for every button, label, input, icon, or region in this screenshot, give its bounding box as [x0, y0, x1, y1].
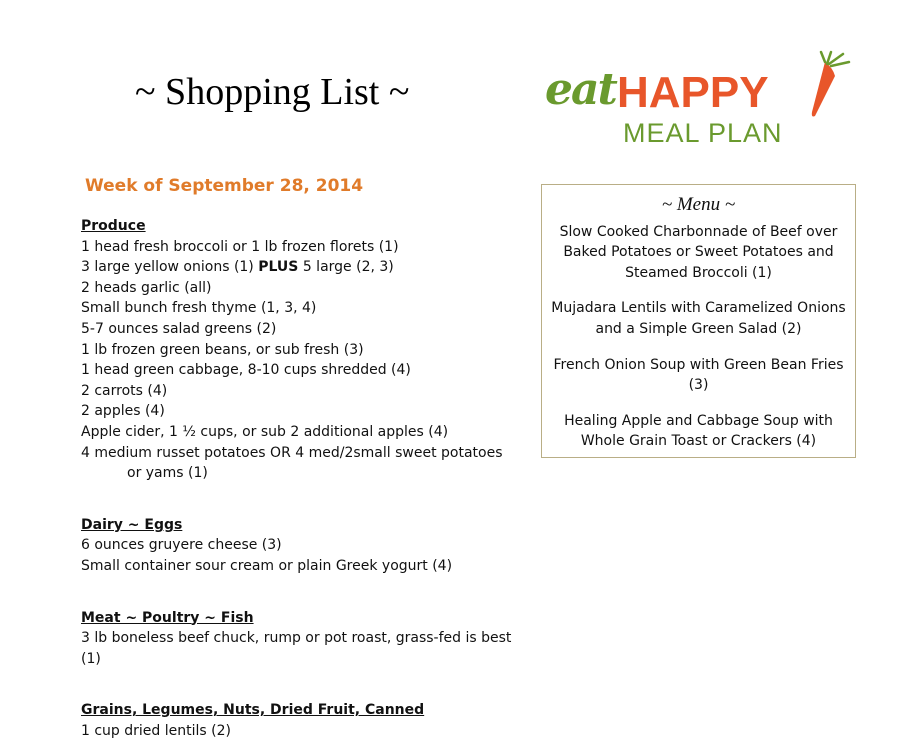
page-title: ~ Shopping List ~ [135, 71, 410, 113]
list-item: Apple cider, 1 ½ cups, or sub 2 additional apples (4) [81, 423, 449, 440]
section-gap [81, 577, 521, 608]
list-item: 1 cup dried lentils (2) [81, 722, 231, 739]
list-item-continued: or yams (1) [127, 465, 208, 482]
menu-item: Slow Cooked Charbonnade of Beef over Baked Potatoes or Sweet Potatoes and Steamed Broccoli (1) [559, 223, 838, 281]
menu-item: French Onion Soup with Green Bean Fries (3) [553, 356, 844, 394]
list-item: 1 lb frozen green beans, or sub fresh (3) [81, 341, 364, 358]
eat-happy-logo [545, 50, 855, 150]
list-item [81, 257, 521, 278]
menu-box [541, 184, 856, 458]
menu-item: Healing Apple and Cabbage Soup with Whole Grain Toast or Crackers (4) [564, 412, 833, 450]
list-item: 6 ounces gruyere cheese (3) [81, 537, 282, 554]
list-item: Small container sour cream or plain Greek yogurt (4) [81, 557, 453, 574]
section-gap [81, 484, 521, 515]
menu-title: ~ Menu ~ [661, 194, 736, 215]
meat-heading: Meat ~ Poultry ~ Fish [81, 609, 254, 626]
plus-emphasis: PLUS [258, 259, 299, 276]
shopping-list [81, 216, 521, 741]
grains-heading: Grains, Legumes, Nuts, Dried Fruit, Canned [81, 702, 425, 719]
list-item: 3 lb boneless beef chuck, rump or pot roast, grass-fed is best (1) [81, 630, 512, 667]
carrot-icon [803, 50, 853, 120]
logo-meal-plan: MEAL PLAN [623, 118, 783, 148]
list-item: 5-7 ounces salad greens (2) [81, 320, 277, 337]
produce-heading: Produce [81, 218, 146, 234]
list-item: 1 head green cabbage, 8-10 cups shredded (4) [81, 362, 411, 379]
list-item: 2 heads garlic (all) [81, 279, 212, 296]
section-gap [81, 669, 521, 700]
list-item-text: 5 large (2, 3) [298, 259, 394, 276]
list-item: 2 apples (4) [81, 403, 165, 420]
dairy-heading: Dairy ~ Eggs [81, 516, 183, 533]
week-heading: Week of September 28, 2014 [85, 176, 364, 196]
list-item: Small bunch fresh thyme (1, 3, 4) [81, 300, 317, 317]
list-item: 2 carrots (4) [81, 382, 168, 399]
list-item-text: 3 large yellow onions (1) [81, 259, 259, 276]
menu-item: Mujadara Lentils with Caramelized Onions and a Simple Green Salad (2) [551, 300, 846, 337]
list-item: 4 medium russet potatoes OR 4 med/2small sweet potatoes [81, 444, 503, 461]
logo-eat: eat [545, 64, 616, 115]
logo-happy: HAPPY [617, 68, 769, 117]
list-item: 1 head fresh broccoli or 1 lb frozen florets (1) [81, 238, 399, 255]
